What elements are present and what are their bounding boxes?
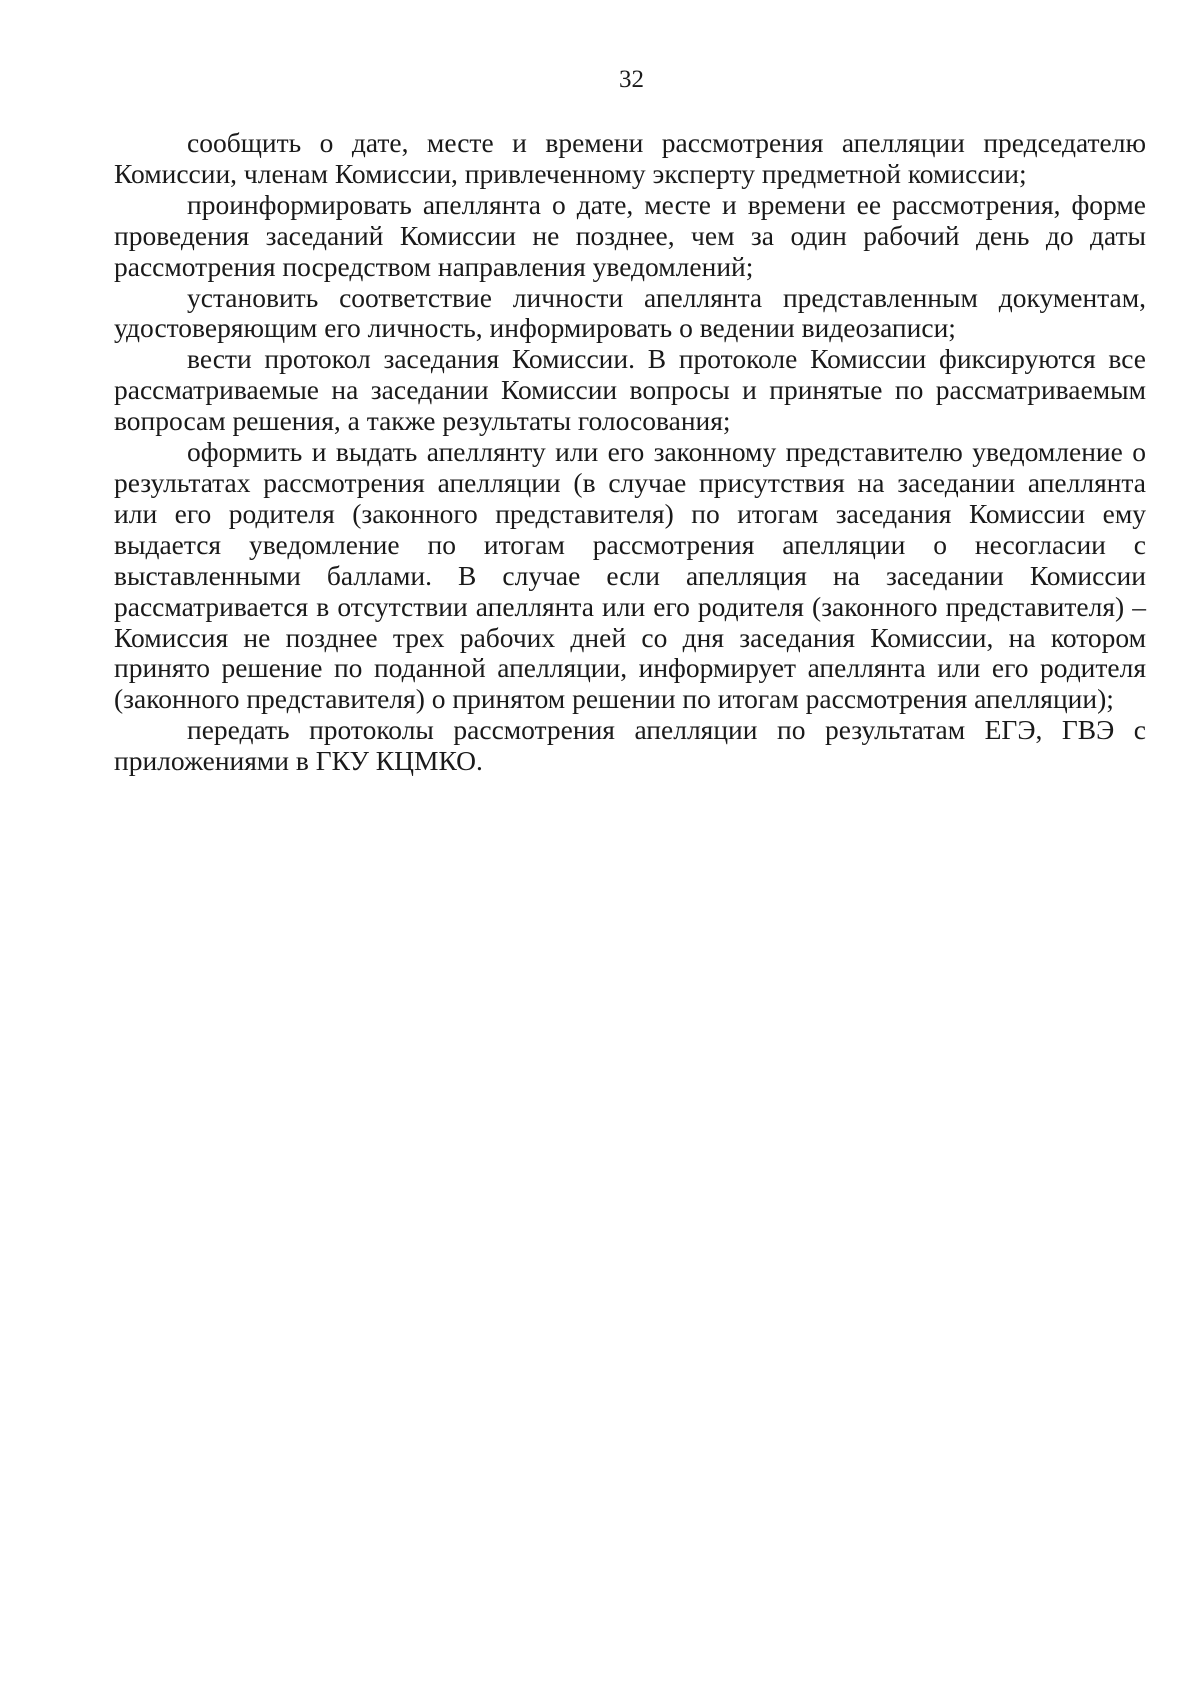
- paragraph-transfer-protocols: передать протоколы рассмотрения апелляции по результатам ЕГЭ, ГВЭ с приложениями в ГКУ КЦМКО.: [114, 714, 1146, 777]
- paragraph-keep-protocol: вести протокол заседания Комиссии. В протоколе Комиссии фиксируются все рассматриваемые на заседании Комиссии вопросы и принятые по рассматриваемым вопросам решения, а также результаты голосования;: [114, 343, 1146, 437]
- paragraph-verify-identity: установить соответствие личности апеллянта представленным документам, удостоверяющим его личность, информировать о ведении видеозаписи;: [114, 281, 1146, 344]
- paragraph-issue-notice: оформить и выдать апеллянту или его законному представителю уведомление о результатах рассмотрения апелляции (в случае присутствия на заседании апеллянта или его родителя (законного представителя) по итогам заседания Комиссии ему выдается уведомление по итогам рассмотрения апелляции о несогласии с выставленными баллами. В случае если апелляция на заседании Комиссии рассматривается в отсутствии апеллянта или его родителя (законного представителя) – Комиссия не позднее трех рабочих дней со дня заседания Комиссии, на котором принято решение по поданной апелляции, информирует апеллянта или его родителя (законного представителя) о принятом решении по итогам рассмотрения апелляции);: [114, 436, 1146, 715]
- page-number: 32: [619, 66, 644, 93]
- document-body: [114, 128, 1146, 777]
- paragraph-inform-appellant: проинформировать апеллянта о дате, месте и времени ее рассмотрения, форме проведения заседаний Комиссии не позднее, чем за один рабочий день до даты рассмотрения посредством направления уведомлений;: [114, 188, 1146, 282]
- paragraph-notify-date: сообщить о дате, месте и времени рассмотрения апелляции председателю Комиссии, членам Комиссии, привлеченному эксперту предметной комиссии;: [114, 127, 1146, 189]
